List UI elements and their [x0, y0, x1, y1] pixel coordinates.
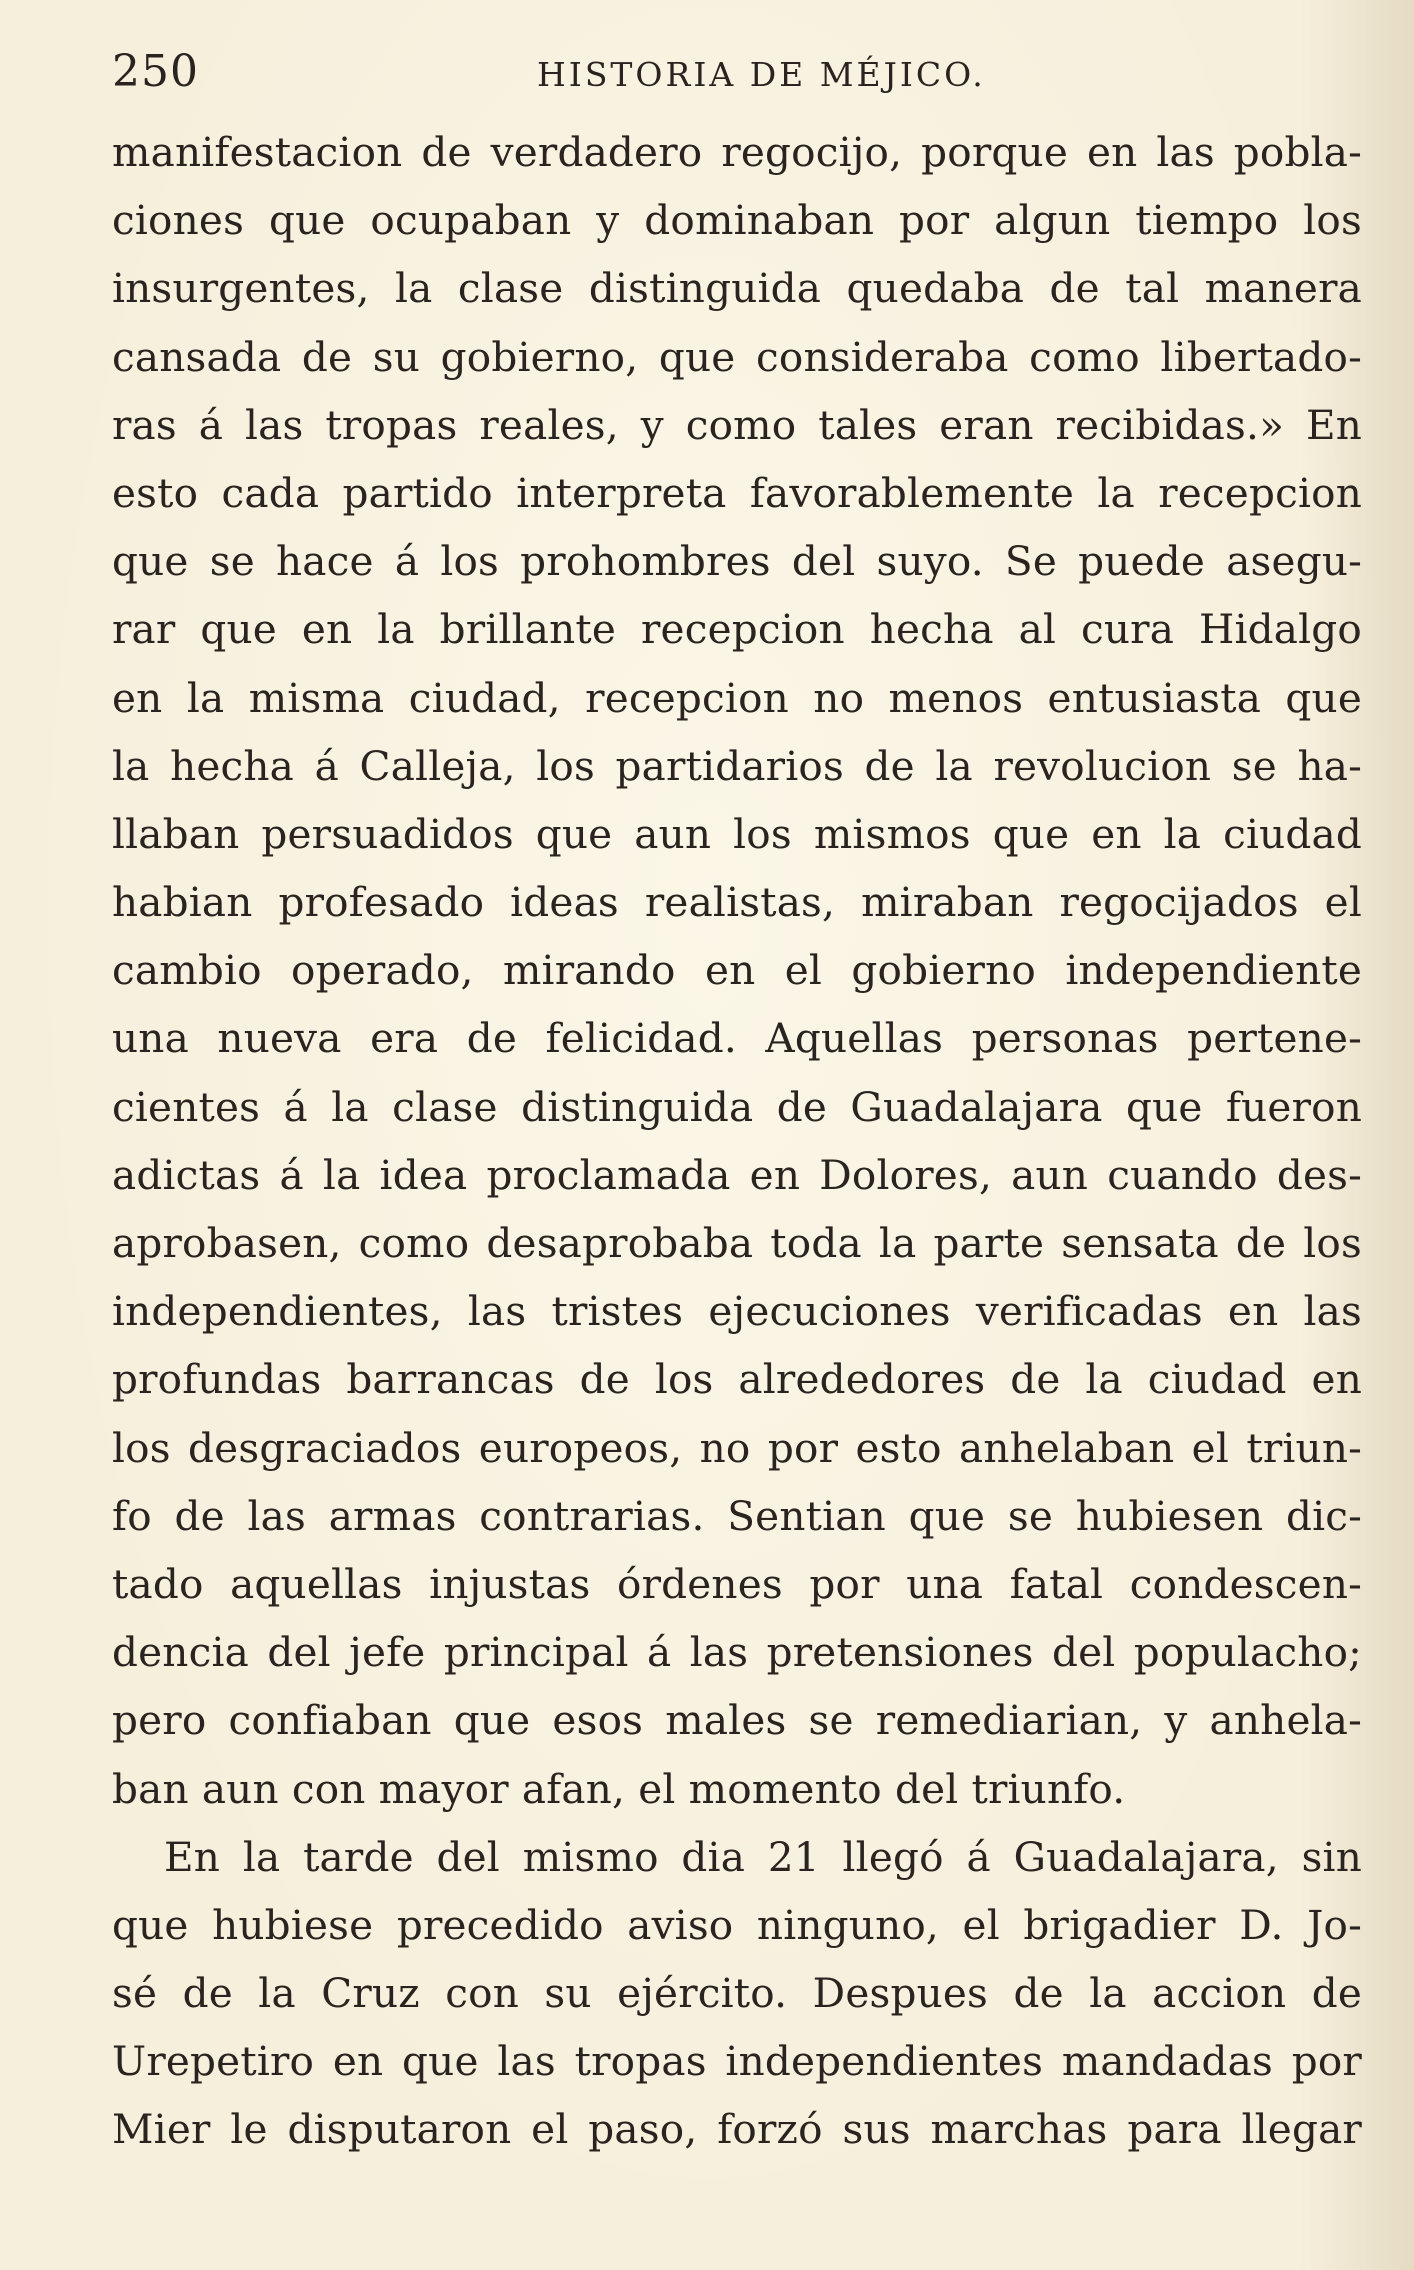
- text-line: insurgentes, la clase distinguida quedaba de tal manera: [112, 264, 1362, 313]
- text-line: dencia del jefe principal á las pretensiones del populacho;: [112, 1628, 1362, 1677]
- text-line: ciones que ocupaban y dominaban por algun tiempo los: [112, 196, 1362, 245]
- page-number: 250: [112, 46, 199, 97]
- running-title: HISTORIA DE MÉJICO.: [537, 55, 986, 94]
- text-line: cansada de su gobierno, que consideraba como libertado-: [112, 332, 1362, 381]
- text-line: sé de la Cruz con su ejército. Despues de la accion de: [112, 1969, 1362, 2018]
- body-text: [112, 118, 1362, 2164]
- text-line: llaban persuadidos que aun los mismos que en la ciudad: [112, 809, 1362, 858]
- text-line: esto cada partido interpreta favorablemente la recepcion: [112, 468, 1362, 517]
- paragraph-start-line: En la tarde del mismo dia 21 llegó á Guadalajara, sin: [164, 1832, 1362, 1881]
- text-line: la hecha á Calleja, los partidarios de la revolucion se ha-: [112, 741, 1362, 790]
- text-line: rar que en la brillante recepcion hecha al cura Hidalgo: [112, 605, 1362, 654]
- page-header: [112, 42, 1362, 102]
- text-line: una nueva era de felicidad. Aquellas personas pertene-: [112, 1014, 1362, 1063]
- text-line: aprobasen, como desaprobaba toda la parte sensata de los: [112, 1219, 1362, 1267]
- text-line: adictas á la idea proclamada en Dolores, aun cuando des-: [112, 1150, 1362, 1199]
- paragraph-end-line: ban aun con mayor afan, el momento del triunfo.: [112, 1764, 1126, 1813]
- text-line: ras á las tropas reales, y como tales eran recibidas.» En: [112, 400, 1362, 449]
- text-line: los desgraciados europeos, no por esto anhelaban el triun-: [112, 1423, 1362, 1472]
- text-line: independientes, las tristes ejecuciones verificadas en las: [112, 1287, 1362, 1336]
- text-line: cambio operado, mirando en el gobierno independiente: [112, 946, 1362, 995]
- text-line: que hubiese precedido aviso ninguno, el brigadier D. Jo-: [112, 1900, 1362, 1949]
- text-line: profundas barrancas de los alrededores de la ciudad en: [112, 1355, 1362, 1404]
- text-line: tado aquellas injustas órdenes por una fatal condescen-: [112, 1559, 1362, 1608]
- text-line: en la misma ciudad, recepcion no menos entusiasta que: [112, 673, 1362, 722]
- text-line: Mier le disputaron el paso, forzó sus marchas para llegar: [112, 2105, 1362, 2154]
- text-line: pero confiaban que esos males se remediarian, y anhela-: [112, 1696, 1362, 1745]
- text-line: que se hace á los prohombres del suyo. Se puede asegu-: [112, 537, 1362, 586]
- text-line: cientes á la clase distinguida de Guadalajara que fueron: [112, 1082, 1362, 1131]
- text-line: habian profesado ideas realistas, miraban regocijados el: [112, 878, 1362, 927]
- text-line: Urepetiro en que las tropas independientes mandadas por: [112, 2037, 1362, 2086]
- text-line: fo de las armas contrarias. Sentian que se hubiesen dic-: [112, 1491, 1362, 1540]
- text-line: manifestacion de verdadero regocijo, porque en las pobla-: [112, 128, 1362, 176]
